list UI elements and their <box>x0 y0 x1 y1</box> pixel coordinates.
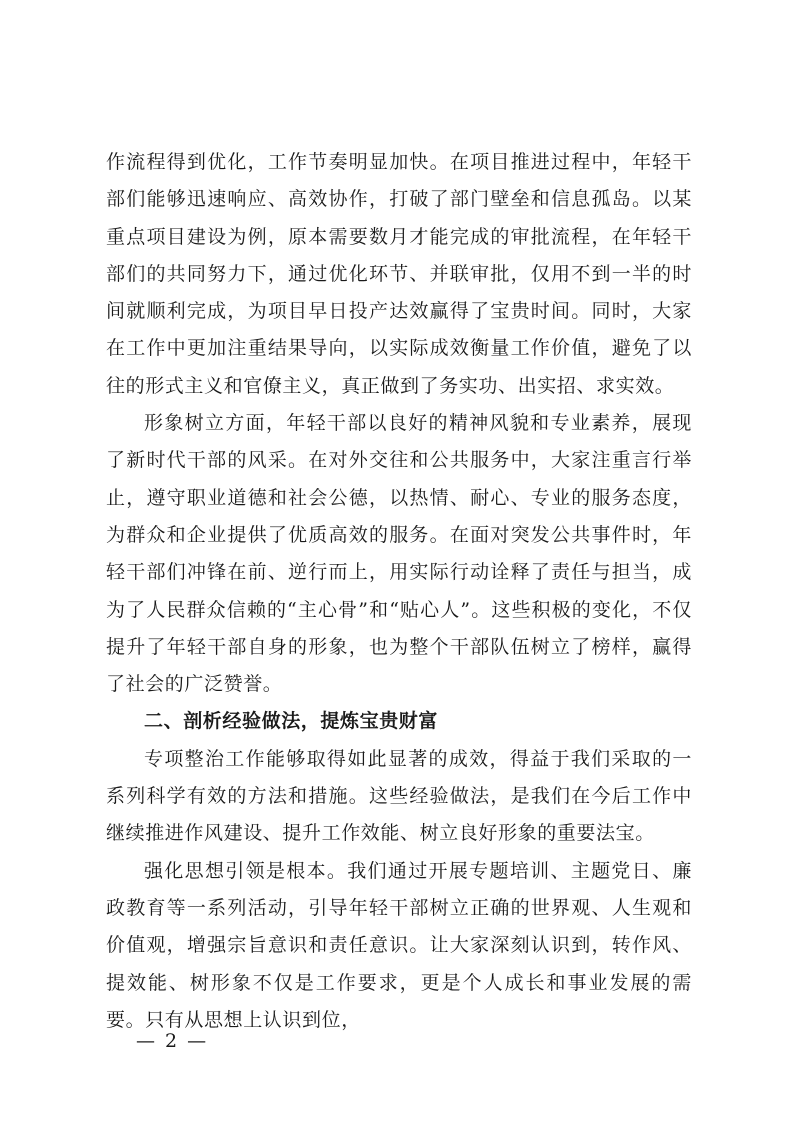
paragraph-ideological-guidance: 强化思想引领是根本。我们通过开展专题培训、主题党日、廉政教育等一系列活动，引导年轻干部树立正确的世界观、人生观和价值观，增强宗旨意识和责任意识。让大家深刻认识到，转作风、提效能、树形象不仅是工作要求，更是个人成长和事业发展的需要。只有从思想上认识到位， <box>106 859 692 1031</box>
section-heading: 二、剖析经验做法，提炼宝贵财富 <box>144 710 439 733</box>
body-text <box>106 144 692 1039</box>
paragraph-continuation: 作流程得到优化，工作节奏明显加快。在项目推进过程中，年轻干部们能够迅速响应、高效协作，打破了部门壁垒和信息孤岛。以某重点项目建设为例，原本需要数月才能完成的审批流程，在年轻干部们的共同努力下，通过优化环节、并联审批，仅用不到一半的时间就顺利完成，为项目早日投产达效赢得了宝贵时间。同时，大家在工作中更加注重结果导向，以实际成效衡量工作价值，避免了以往的形式主义和官僚主义，真正做到了务实功、出实招、求实效。 <box>106 151 692 397</box>
paragraph-experience-intro: 专项整治工作能够取得如此显著的成效，得益于我们采取的一系列科学有效的方法和措施。这些经验做法，是我们在今后工作中继续推进作风建设、提升工作效能、树立良好形象的重要法宝。 <box>106 747 692 845</box>
paragraph-image-building: 形象树立方面，年轻干部以良好的精神风貌和专业素养，展现了新时代干部的风采。在对外交往和公共服务中，大家注重言行举止，遵守职业道德和社会公德，以热情、耐心、专业的服务态度，为群众和企业提供了优质高效的服务。在面对突发公共事件时，年轻干部们冲锋在前、逆行而上，用实际行动诠释了责任与担当，成为了人民群众信赖的“主心骨”和“贴心人”。这些积极的变化，不仅提升了年轻干部自身的形象，也为整个干部队伍树立了榜样，赢得了社会的广泛赞誉。 <box>106 412 692 696</box>
page-number: — 2 — <box>136 1030 209 1052</box>
